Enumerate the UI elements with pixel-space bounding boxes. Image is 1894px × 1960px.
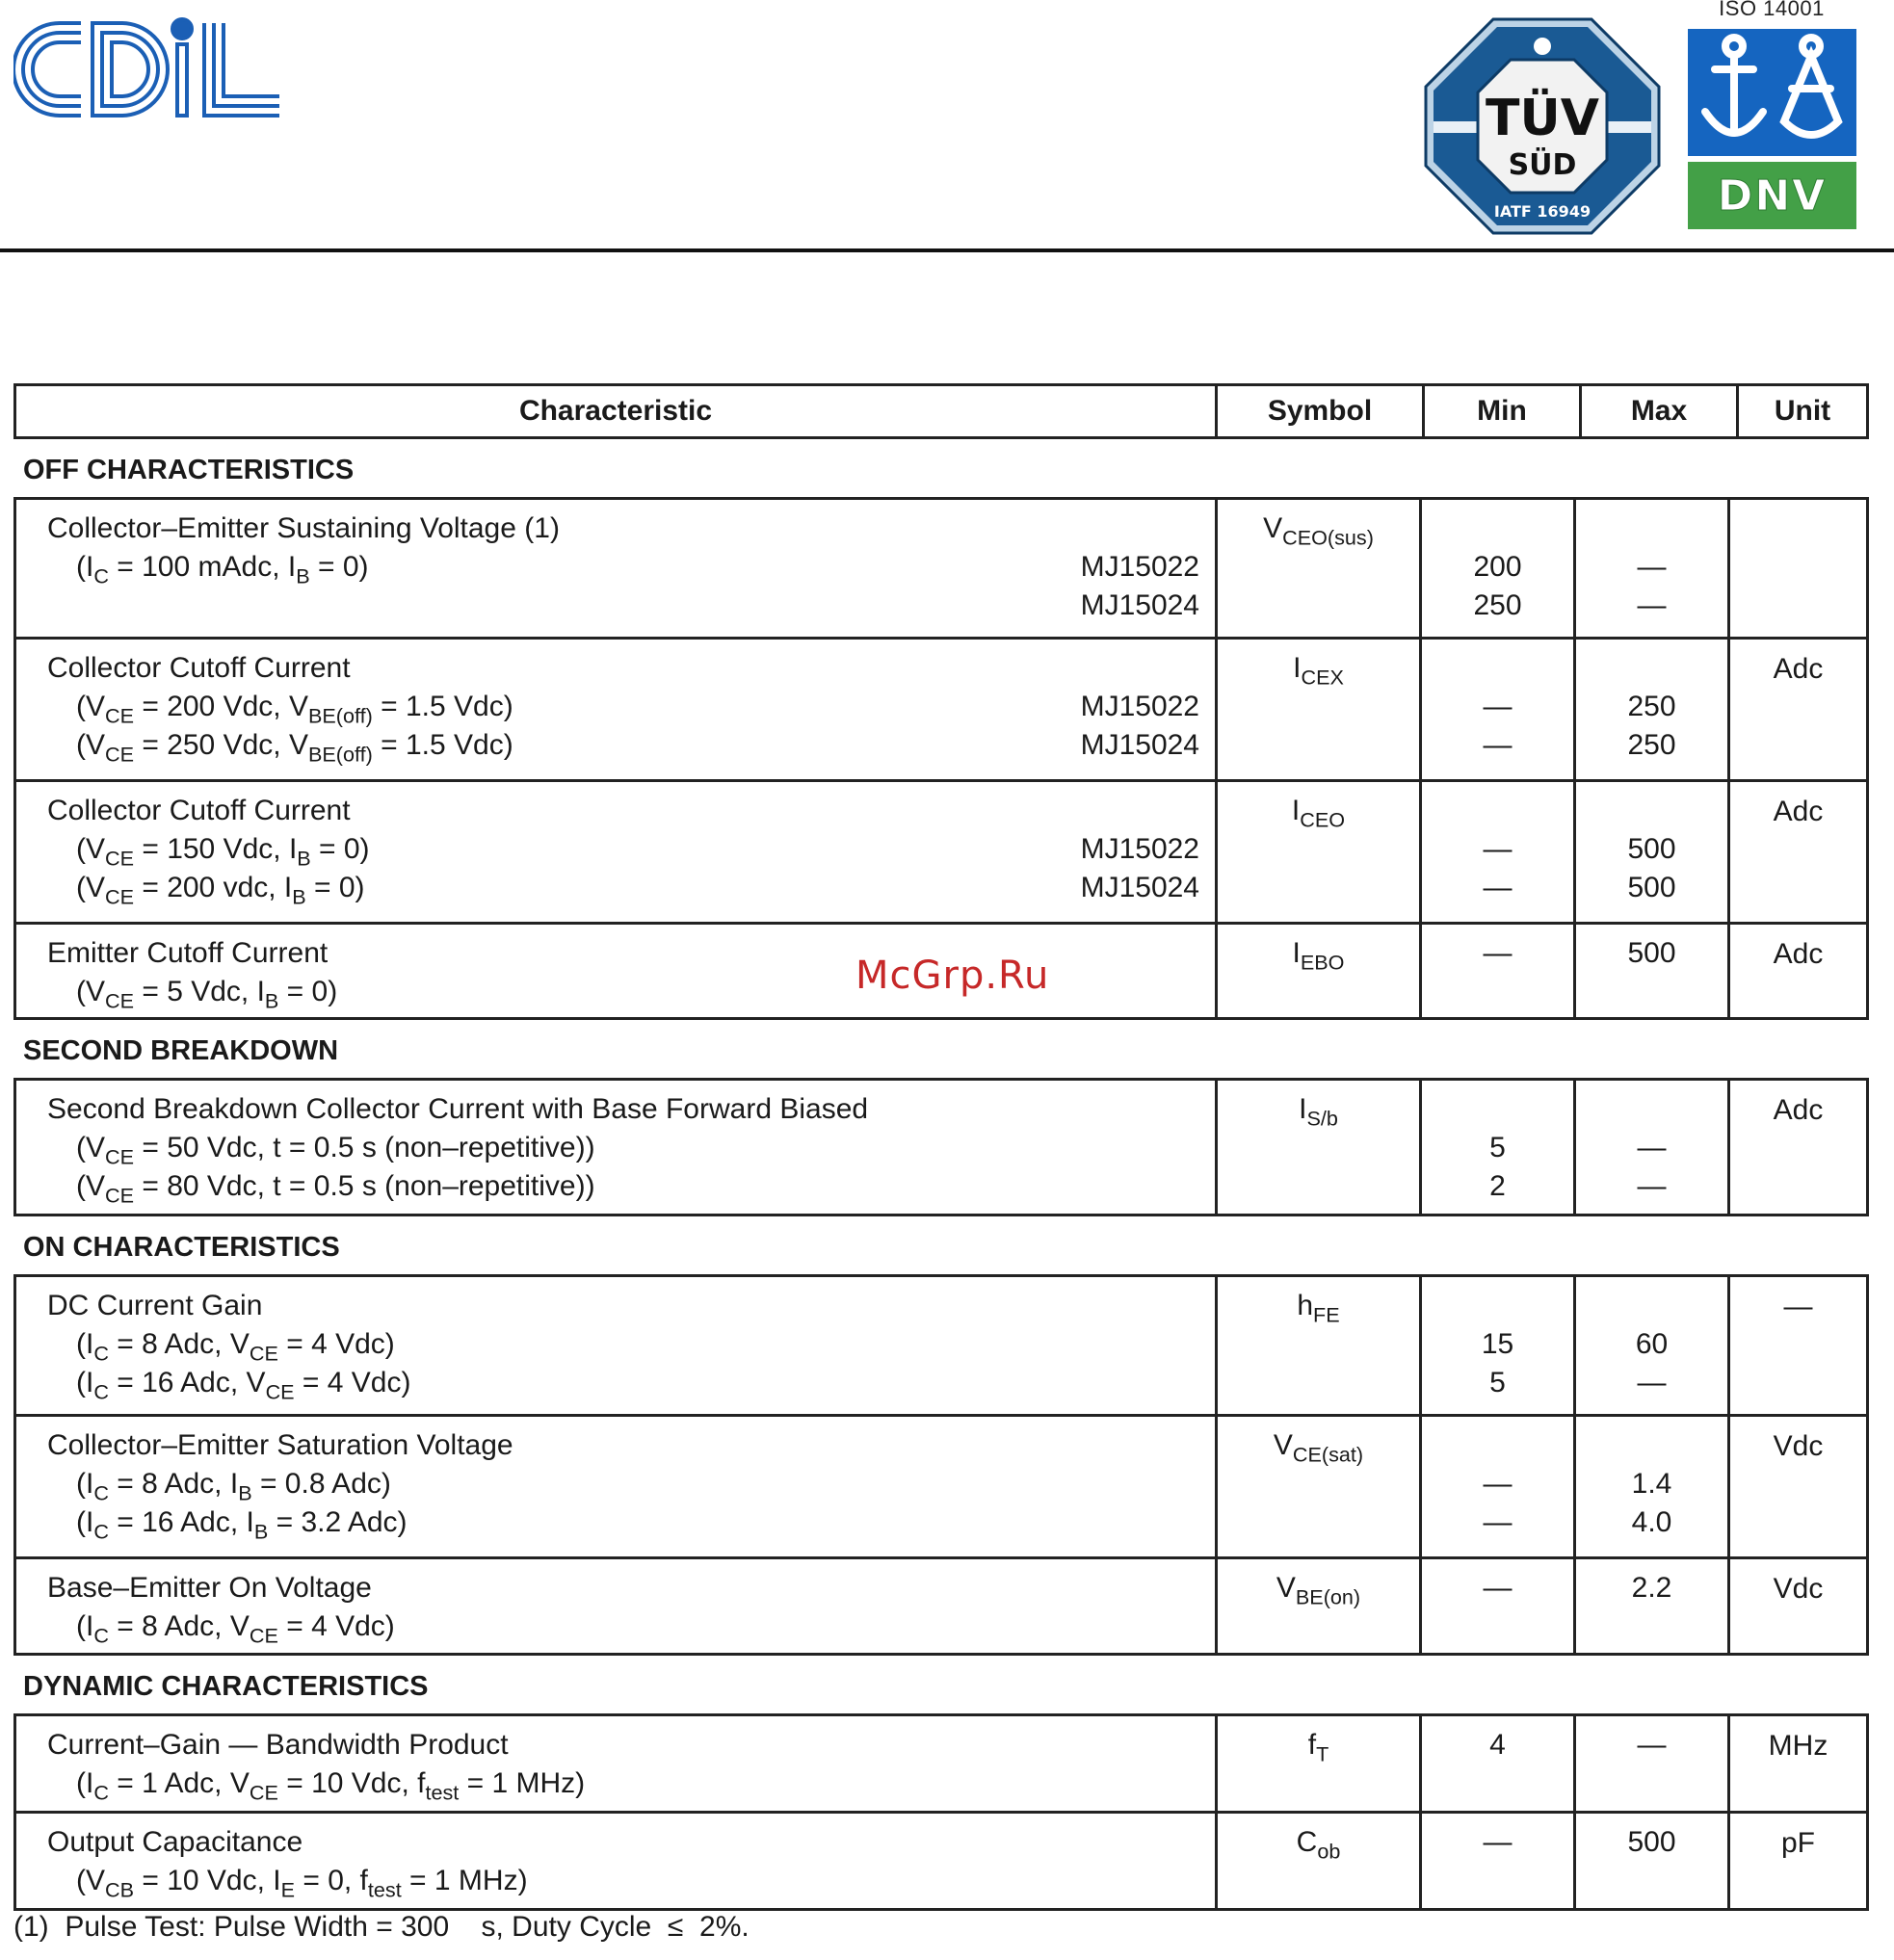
max-value: — — [1637, 1729, 1667, 1761]
model-label: MJ15022 — [1080, 691, 1199, 722]
min-value: — — [1483, 691, 1513, 722]
header-characteristic: Characteristic — [518, 395, 713, 427]
section-dynamic: DYNAMIC CHARACTERISTICS — [23, 1671, 429, 1702]
symbol: $V_{CE(sat)}$ — [1215, 1417, 1419, 1556]
condition: ($V_{CE} = 5$ Vdc, $I_B = 0$) — [76, 976, 338, 1013]
min-value: 5 — [1489, 1367, 1506, 1398]
unit — [1727, 500, 1866, 637]
dnv-text: DNV — [1717, 170, 1828, 221]
unit: Vdc — [1727, 1417, 1866, 1556]
row-title: Second Breakdown Collector Current with Base Forward Biased — [47, 1093, 869, 1125]
symbol: $V_{CEO(sus)}$ — [1215, 500, 1419, 637]
min-value: 4 — [1489, 1729, 1506, 1761]
max-value: — — [1637, 1132, 1667, 1163]
condition: ($I_C = 8$ Adc, $I_B = 0.8$ Adc) — [76, 1468, 391, 1505]
row-title: Collector–Emitter Sustaining Voltage (1) — [47, 512, 560, 544]
min-value: — — [1483, 937, 1513, 969]
condition: ($V_{CE} = 50$ Vdc, t = 0.5 s (non–repetitive)) — [76, 1132, 595, 1169]
row-title: Output Capacitance — [47, 1826, 303, 1858]
model-label: MJ15024 — [1080, 872, 1199, 903]
condition: ($I_C = 8$ Adc, $V_{CE} = 4$ Vdc) — [76, 1328, 395, 1366]
max-value: — — [1637, 551, 1667, 583]
table-header — [13, 383, 1869, 439]
max-value: — — [1637, 589, 1667, 621]
unit: Adc — [1727, 925, 1866, 1017]
condition: ($V_{CE} = 80$ Vdc, t = 0.5 s (non–repetitive)) — [76, 1170, 595, 1208]
table-row — [13, 1713, 1869, 1814]
min-value: — — [1483, 1572, 1513, 1604]
header-max: Max — [1579, 386, 1736, 436]
iatf-text: IATF 16949 — [1493, 202, 1591, 221]
unit: MHz — [1727, 1716, 1866, 1811]
footnote: (1) Pulse Test: Pulse Width = 300 s, Duty Cycle ≤ 2%. — [13, 1911, 750, 1943]
unit: Adc — [1727, 1081, 1866, 1214]
table-row — [13, 497, 1869, 640]
tuv-sud-badge — [1424, 17, 1661, 235]
model-label: MJ15022 — [1080, 833, 1199, 865]
cdil-logo — [13, 10, 283, 125]
iso-label: ISO 14001 — [1719, 0, 1825, 20]
min-value: — — [1483, 872, 1513, 903]
min-value: — — [1483, 1826, 1513, 1858]
row-title: DC Current Gain — [47, 1290, 263, 1321]
min-value: 5 — [1489, 1132, 1506, 1163]
unit: pF — [1727, 1814, 1866, 1908]
condition: ($V_{CE} = 250$ Vdc, $V_{BE(off)} = 1.5$ Vdc) — [76, 729, 513, 767]
condition: ($I_C = 1$ Adc, $V_{CE} = 10$ Vdc, $f_{test} = 1$ MHz) — [76, 1767, 586, 1805]
max-value: 500 — [1627, 1826, 1676, 1858]
max-value: — — [1637, 1367, 1667, 1398]
min-value: — — [1483, 1468, 1513, 1500]
condition: ($V_{CB} = 10$ Vdc, $I_E = 0$, $f_{test} = 1$ MHz) — [76, 1865, 528, 1902]
min-value: 15 — [1481, 1328, 1514, 1360]
row-title: Current–Gain — Bandwidth Product — [47, 1729, 509, 1761]
min-value: — — [1483, 833, 1513, 865]
max-value: 500 — [1627, 872, 1676, 903]
row-title: Collector Cutoff Current — [47, 795, 351, 826]
unit: — — [1727, 1277, 1866, 1414]
max-value: 2.2 — [1631, 1572, 1672, 1604]
table-row — [13, 782, 1869, 925]
header-divider — [0, 248, 1894, 252]
header-min: Min — [1422, 386, 1579, 436]
condition: ($I_C = 8$ Adc, $V_{CE} = 4$ Vdc) — [76, 1610, 395, 1648]
max-value: 1.4 — [1631, 1468, 1672, 1500]
section-on: ON CHARACTERISTICS — [23, 1232, 340, 1263]
max-value: — — [1637, 1170, 1667, 1202]
watermark: McGrp.Ru — [855, 954, 1050, 998]
row-title: Emitter Cutoff Current — [47, 937, 329, 969]
max-value: 60 — [1635, 1328, 1669, 1360]
row-title: Base–Emitter On Voltage — [47, 1572, 372, 1604]
unit: Adc — [1727, 782, 1866, 922]
max-value: 250 — [1627, 691, 1676, 722]
symbol: $I_{EBO}$ — [1215, 925, 1419, 1017]
symbol: $I_{CEO}$ — [1215, 782, 1419, 922]
min-value: 2 — [1489, 1170, 1506, 1202]
table-row — [13, 1274, 1869, 1417]
min-value: 250 — [1473, 589, 1522, 621]
condition: ($V_{CE} = 200$ vdc, $I_B = 0$) — [76, 872, 365, 909]
model-label: MJ15022 — [1080, 551, 1199, 583]
table-row — [13, 1814, 1869, 1911]
symbol: $V_{BE(on)}$ — [1215, 1559, 1419, 1653]
condition: ($I_C = 16$ Adc, $I_B = 3.2$ Adc) — [76, 1506, 408, 1544]
min-value: — — [1483, 1506, 1513, 1538]
unit: Adc — [1727, 640, 1866, 779]
anchor-icon — [1688, 29, 1856, 156]
symbol: $f_T$ — [1215, 1716, 1419, 1811]
row-title: Collector–Emitter Saturation Voltage — [47, 1429, 513, 1461]
max-value: 250 — [1627, 729, 1676, 761]
table-row — [13, 640, 1869, 782]
section-second-breakdown: SECOND BREAKDOWN — [23, 1035, 339, 1066]
table-row — [13, 1559, 1869, 1656]
symbol: $I_{CEX}$ — [1215, 640, 1419, 779]
unit: Vdc — [1727, 1559, 1866, 1653]
dnv-name-panel — [1688, 162, 1856, 229]
max-value: 4.0 — [1631, 1506, 1672, 1538]
model-label: MJ15024 — [1080, 589, 1199, 621]
sud-text: SÜD — [1508, 148, 1577, 182]
header-symbol: Symbol — [1215, 386, 1422, 436]
condition: ($V_{CE} = 200$ Vdc, $V_{BE(off)} = 1.5$ Vdc) — [76, 691, 513, 728]
min-value: 200 — [1473, 551, 1522, 583]
row-title: Collector Cutoff Current — [47, 652, 351, 684]
max-value: 500 — [1627, 937, 1676, 969]
symbol: $C_{ob}$ — [1215, 1814, 1419, 1908]
max-value: 500 — [1627, 833, 1676, 865]
min-value: — — [1483, 729, 1513, 761]
condition: ($V_{CE} = 150$ Vdc, $I_B = 0$) — [76, 833, 370, 871]
table-row — [13, 1078, 1869, 1216]
condition: ($I_C = 100$ mAdc, $I_B = 0$) — [76, 551, 369, 588]
symbol: $I_{S/b}$ — [1215, 1081, 1419, 1214]
header-unit: Unit — [1736, 386, 1866, 436]
tuv-text: TÜV — [1486, 90, 1599, 147]
dnv-anchor-panel — [1688, 29, 1856, 156]
model-label: MJ15024 — [1080, 729, 1199, 761]
condition: ($I_C = 16$ Adc, $V_{CE} = 4$ Vdc) — [76, 1367, 411, 1404]
characteristics-table — [13, 383, 1869, 1911]
section-off: OFF CHARACTERISTICS — [23, 455, 355, 485]
symbol: $h_{FE}$ — [1215, 1277, 1419, 1414]
table-row — [13, 1417, 1869, 1559]
